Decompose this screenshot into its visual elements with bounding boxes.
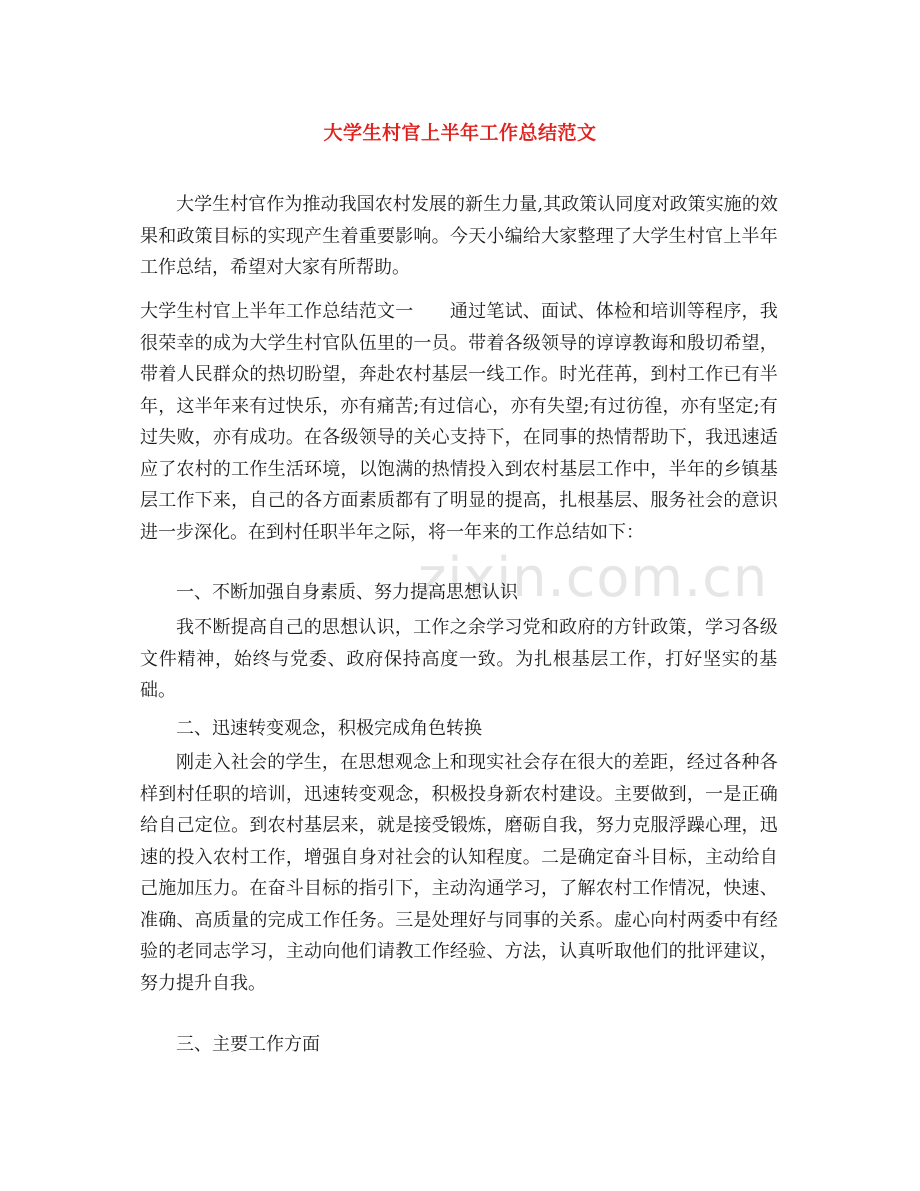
text-line: 给自己定位。到农村基层来，就是接受锻炼，磨砺自我，努力克服浮躁心理，迅: [140, 815, 779, 836]
text-line: 准确、高质量的完成工作任务。三是处理好与同事的关系。虚心向村两委中有经: [140, 909, 779, 931]
text-line: 大学生村官上半年工作总结范文一 通过笔试、面试、体检和培训等程序，我: [140, 301, 779, 322]
text-line: 一、不断加强自身素质、努力提高思想认识: [176, 582, 518, 603]
text-line: 二、迅速转变观念，积极完成角色转换: [176, 718, 482, 739]
text-line: 工作总结，希望对大家有所帮助。: [140, 257, 410, 278]
text-line: 速的投入农村工作，增强自身对社会的认知程度。二是确定奋斗目标，主动给自: [140, 846, 779, 868]
text-line: 过失败，亦有成功。在各级领导的关心支持下，在同事的热情帮助下，我迅速适: [140, 427, 779, 448]
text-line: 进一步深化。在到村任职半年之际，将一年来的工作总结如下：: [140, 521, 644, 543]
text-line: 带着人民群众的热切盼望，奔赴农村基层一线工作。时光荏苒，到村工作已有半: [140, 364, 779, 385]
text-line: 果和政策目标的实现产生着重要影响。今天小编给大家整理了大学生村官上半年: [140, 225, 779, 247]
text-line: 很荣幸的成为大学生村官队伍里的一员。带着各级领导的谆谆教诲和殷切希望，: [140, 332, 779, 354]
text-line: 层工作下来，自己的各方面素质都有了明显的提高，扎根基层、服务社会的意识: [140, 490, 779, 511]
text-line: 我不断提高自己的思想认识，工作之余学习党和政府的方针政策，学习各级: [176, 617, 778, 638]
text-line: 样到村任职的培训，迅速转变观念，积极投身新农村建设。主要做到，一是正确: [140, 783, 779, 805]
text-line: 努力提升自我。: [140, 972, 266, 994]
text-line: 础。: [140, 680, 176, 701]
text-line: 刚走入社会的学生，在思想观念上和现实社会存在很大的差距，经过各种各: [176, 752, 778, 773]
watermark: zixin.com.cn: [418, 546, 769, 609]
text-line: 三、主要工作方面: [176, 1034, 320, 1055]
text-line: 大学生村官作为推动我国农村发展的新生力量,其政策认同度对政策实施的效: [176, 194, 778, 215]
text-line: 文件精神，始终与党委、政府保持高度一致。为扎根基层工作，打好坚实的基: [140, 648, 779, 670]
text-line: 应了农村的工作生活环境，以饱满的热情投入到农村基层工作中，半年的乡镇基: [140, 458, 779, 480]
document-title: 大学生村官上半年工作总结范文: [323, 122, 597, 144]
text-line: 己施加压力。在奋斗目标的指引下，主动沟通学习，了解农村工作情况，快速、: [140, 878, 779, 899]
text-line: 年，这半年来有过快乐，亦有痛苦;有过信心，亦有失望;有过彷徨，亦有坚定;有: [140, 395, 778, 417]
text-line: 验的老同志学习，主动向他们请教工作经验、方法，认真听取他们的批评建议，: [140, 941, 779, 962]
